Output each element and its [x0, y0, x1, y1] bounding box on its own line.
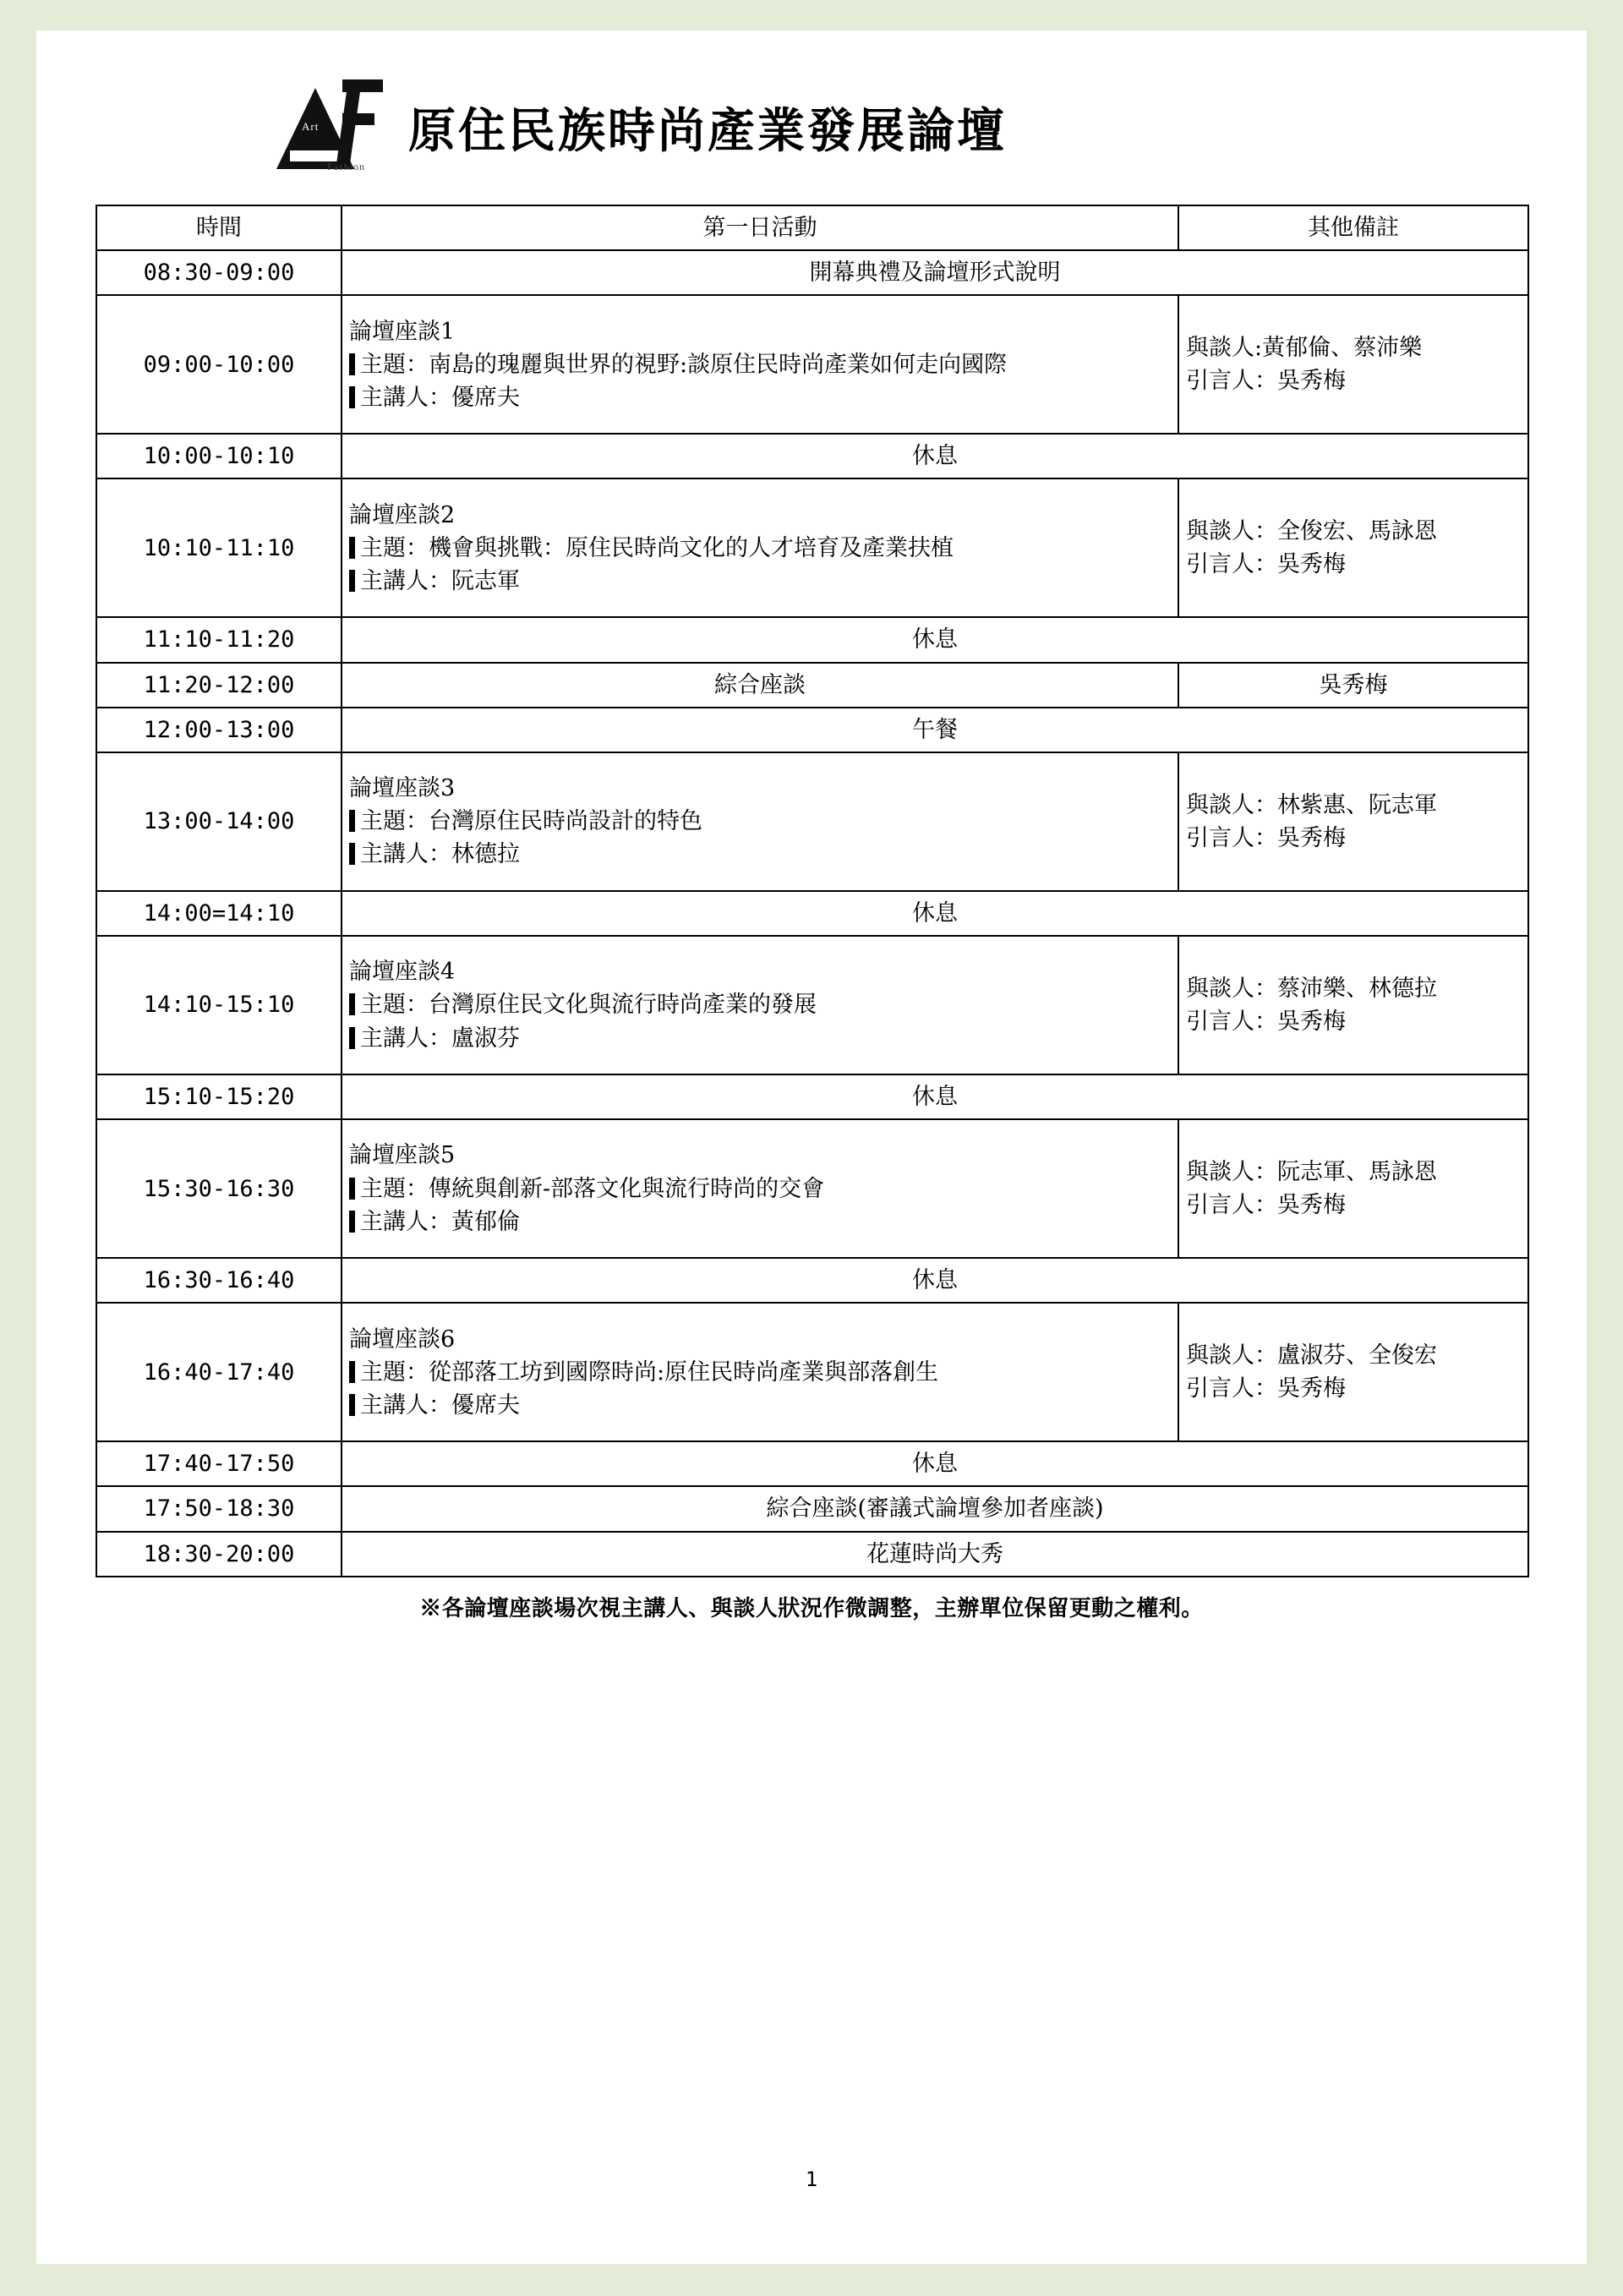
- note-host: 引言人：吳秀梅: [1186, 824, 1346, 851]
- bullet-bar-icon: [349, 843, 355, 865]
- cell-session: [342, 936, 1178, 1074]
- table-row: [96, 1441, 1528, 1486]
- cell-activity: 開幕典禮及論壇形式說明: [342, 250, 1528, 295]
- note-panelists: 與談人：林紫惠、阮志軍: [1186, 791, 1437, 818]
- cell-time: 18:30-20:00: [96, 1532, 342, 1577]
- session-topic-text: 主題：南島的瑰麗與世界的視野:談原住民時尚產業如何走向國際: [360, 351, 1008, 378]
- session-label: 論壇座談2: [349, 501, 456, 528]
- session-topic: [349, 805, 1171, 838]
- table-header-row: [96, 205, 1528, 250]
- bullet-bar-icon: [349, 1361, 355, 1383]
- cell-time: 17:40-17:50: [96, 1441, 342, 1486]
- session-topic: [349, 988, 1171, 1021]
- footnote: ※各論壇座談場次視主講人、與談人狀況作微調整，主辦單位保留更動之權利。: [419, 1595, 1204, 1621]
- bullet-bar-icon: [349, 570, 355, 592]
- cell-time: 14:00=14:10: [96, 891, 342, 936]
- session-speaker: [349, 1022, 1171, 1055]
- cell-activity: 綜合座談: [342, 663, 1178, 708]
- table-row: [96, 617, 1528, 662]
- cell-time: 09:00-10:00: [96, 295, 342, 434]
- cell-note: [1178, 1303, 1528, 1441]
- table-row: [96, 663, 1528, 708]
- session-topic-text: 主題：機會與挑戰：原住民時尚文化的人才培育及產業扶植: [360, 534, 954, 561]
- session-speaker: [349, 565, 1171, 598]
- table-row: [96, 708, 1528, 752]
- cell-time: 12:00-13:00: [96, 708, 342, 752]
- column-header-time: 時間: [96, 205, 342, 250]
- logo-art-text: Art: [302, 120, 320, 133]
- cell-note: [1178, 936, 1528, 1074]
- cell-session: [342, 478, 1178, 617]
- session-label: 論壇座談1: [349, 318, 456, 345]
- cell-session: [342, 295, 1178, 434]
- session-topic-text: 主題：傳統與創新-部落文化與流行時尚的交會: [360, 1175, 825, 1202]
- table-row: [96, 295, 1528, 434]
- note-host: 引言人：吳秀梅: [1186, 1375, 1346, 1402]
- cell-note: [1178, 295, 1528, 434]
- document-header: [96, 64, 1527, 191]
- session-topic: [349, 348, 1171, 381]
- cell-activity: 花蓮時尚大秀: [342, 1532, 1528, 1577]
- note-panelists: 與談人:黃郁倫、蔡沛樂: [1186, 335, 1423, 362]
- note-panelists: 與談人：蔡沛樂、林德拉: [1186, 975, 1437, 1002]
- table-row: [96, 1486, 1528, 1531]
- cell-time: 17:50-18:30: [96, 1486, 342, 1531]
- bullet-bar-icon: [349, 353, 355, 375]
- session-label: 論壇座談4: [349, 959, 456, 986]
- agenda-table: [96, 205, 1529, 1577]
- table-row: [96, 1258, 1528, 1303]
- cell-time: 15:30-16:30: [96, 1119, 342, 1258]
- bullet-bar-icon: [349, 537, 355, 559]
- session-topic: [349, 1356, 1171, 1389]
- note-panelists: 與談人：阮志軍、馬詠恩: [1186, 1158, 1437, 1185]
- bullet-bar-icon: [349, 1394, 355, 1416]
- cell-activity: 休息: [342, 1074, 1528, 1119]
- cell-time: 08:30-09:00: [96, 250, 342, 295]
- session-label: 論壇座談3: [349, 775, 456, 802]
- note-host: 引言人：吳秀梅: [1186, 1192, 1346, 1219]
- cell-time: 14:10-15:10: [96, 936, 342, 1074]
- cell-activity: 午餐: [342, 708, 1528, 752]
- cell-time: 16:30-16:40: [96, 1258, 342, 1303]
- table-row: [96, 1532, 1528, 1577]
- column-header-activity: 第一日活動: [342, 205, 1178, 250]
- af-logo-icon: [265, 73, 383, 183]
- cell-activity: 休息: [342, 1258, 1528, 1303]
- note-panelists: 與談人：全俊宏、馬詠恩: [1186, 518, 1437, 545]
- session-speaker: [349, 838, 1171, 871]
- cell-time: 11:10-11:20: [96, 617, 342, 662]
- session-topic-text: 主題：台灣原住民時尚設計的特色: [360, 808, 702, 835]
- cell-time: 10:10-11:10: [96, 478, 342, 617]
- bullet-bar-icon: [349, 810, 355, 832]
- note-host: 引言人：吳秀梅: [1186, 551, 1346, 578]
- session-label: 論壇座談5: [349, 1142, 456, 1169]
- document-page: [36, 30, 1587, 2264]
- cell-session: [342, 1119, 1178, 1258]
- bullet-bar-icon: [349, 993, 355, 1015]
- table-row: [96, 891, 1528, 936]
- cell-time: 13:00-14:00: [96, 752, 342, 891]
- session-label: 論壇座談6: [349, 1326, 456, 1353]
- page-number: 1: [805, 2168, 818, 2191]
- session-speaker-text: 主講人：盧淑芬: [360, 1025, 520, 1052]
- cell-time: 15:10-15:20: [96, 1074, 342, 1119]
- session-topic: [349, 532, 1171, 565]
- bullet-bar-icon: [349, 1178, 355, 1200]
- cell-activity: 綜合座談(審議式論壇參加者座談): [342, 1486, 1528, 1531]
- session-topic: [349, 1173, 1171, 1205]
- table-row: [96, 1074, 1528, 1119]
- session-speaker-text: 主講人：優席夫: [360, 384, 520, 411]
- cell-time: 16:40-17:40: [96, 1303, 342, 1441]
- session-speaker: [349, 1205, 1171, 1238]
- column-header-notes: 其他備註: [1178, 205, 1528, 250]
- cell-note: 吳秀梅: [1178, 663, 1528, 708]
- note-host: 引言人：吳秀梅: [1186, 1008, 1346, 1035]
- session-topic-text: 主題：台灣原住民文化與流行時尚產業的發展: [360, 992, 817, 1019]
- session-speaker-text: 主講人：林德拉: [360, 841, 520, 868]
- session-topic-text: 主題：從部落工坊到國際時尚:原住民時尚產業與部落創生: [360, 1358, 939, 1386]
- cell-activity: 休息: [342, 1441, 1528, 1486]
- table-row: [96, 434, 1528, 478]
- note-host: 引言人：吳秀梅: [1186, 368, 1346, 395]
- cell-activity: 休息: [342, 891, 1528, 936]
- bullet-bar-icon: [349, 1027, 355, 1049]
- table-row: [96, 250, 1528, 295]
- cell-session: [342, 1303, 1178, 1441]
- cell-note: [1178, 478, 1528, 617]
- bullet-bar-icon: [349, 386, 355, 408]
- bullet-bar-icon: [349, 1211, 355, 1233]
- session-speaker-text: 主講人：阮志軍: [360, 567, 520, 594]
- cell-time: 11:20-12:00: [96, 663, 342, 708]
- cell-note: [1178, 752, 1528, 891]
- note-panelists: 與談人：盧淑芬、全俊宏: [1186, 1342, 1437, 1369]
- cell-activity: 休息: [342, 434, 1528, 478]
- session-speaker-text: 主講人：黃郁倫: [360, 1208, 520, 1235]
- page-title: 原住民族時尚產業發展論壇: [408, 103, 1007, 159]
- table-row: [96, 478, 1528, 617]
- cell-note: [1178, 1119, 1528, 1258]
- session-speaker: [349, 1389, 1171, 1422]
- session-speaker: [349, 381, 1171, 414]
- table-row: [96, 936, 1528, 1074]
- cell-activity: 休息: [342, 617, 1528, 662]
- table-row: [96, 752, 1528, 891]
- table-row: [96, 1303, 1528, 1441]
- table-row: [96, 1119, 1528, 1258]
- cell-time: 10:00-10:10: [96, 434, 342, 478]
- logo-fashion-text: Fashion: [327, 161, 366, 172]
- session-speaker-text: 主講人：優席夫: [360, 1391, 520, 1419]
- cell-session: [342, 752, 1178, 891]
